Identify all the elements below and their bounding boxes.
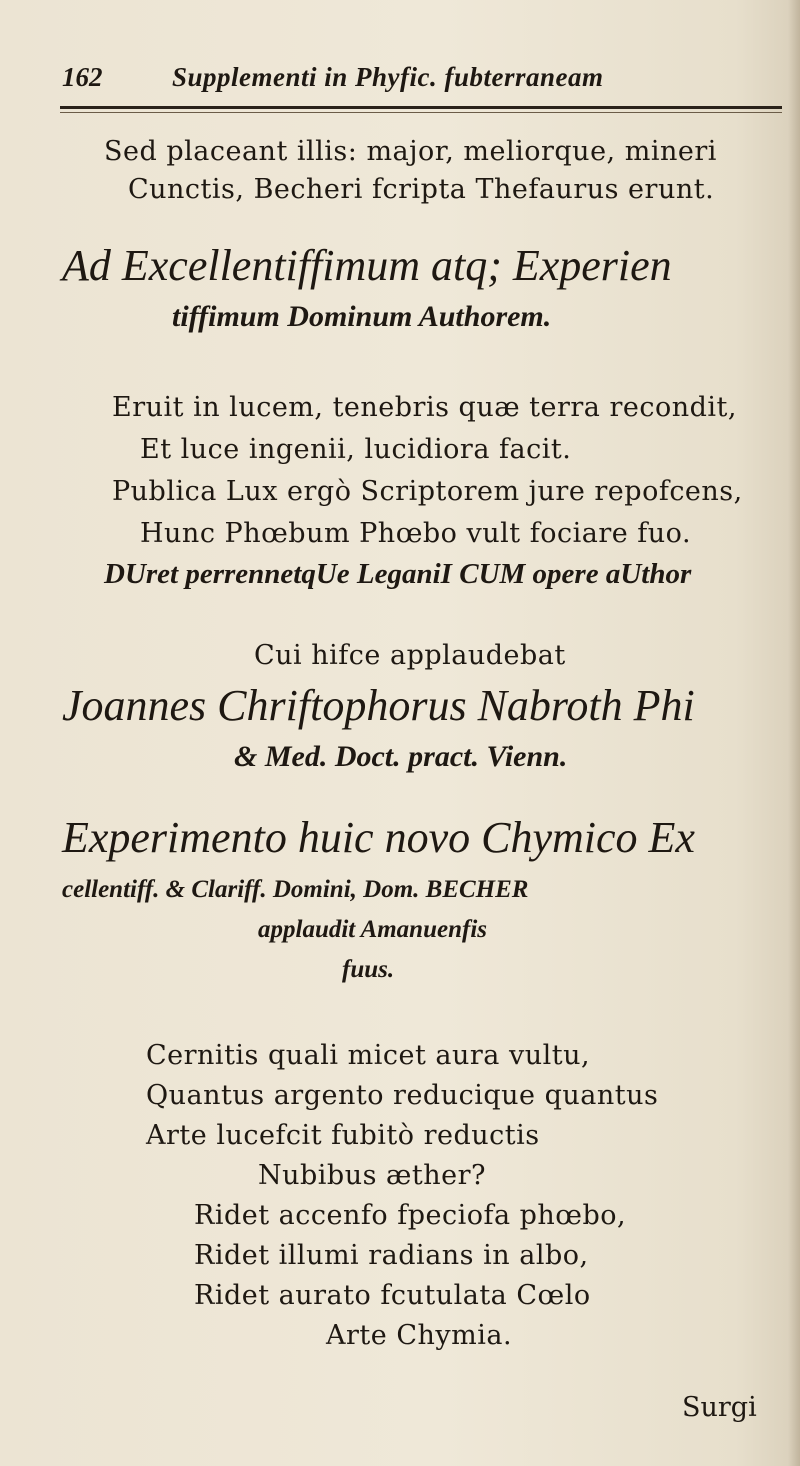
running-title: Supplementi in Phyfic. fubterraneam (172, 62, 604, 92)
experiment-heading: Experimento huic novo Chymico Ex (62, 813, 695, 862)
verse-line: Et luce ingenii, lucidiora facit. (140, 434, 572, 465)
dedication-heading-2: tiffimum Dominum Authorem. (172, 300, 552, 333)
poem-line: Cernitis quali micet aura vultu, (146, 1040, 591, 1071)
dedication-heading: Ad Excellentiffimum atq; Experien (62, 241, 672, 290)
poem-line: Quantus argento reducique quantus (146, 1080, 659, 1111)
verse-line: Eruit in lucem, tenebris quæ terra recondit, (112, 392, 737, 423)
poem-line: Ridet illumi radians in albo, (194, 1240, 589, 1271)
header-rule-thin (60, 112, 782, 113)
author-name: Joannes Chriftophorus Nabroth Phi (62, 681, 695, 730)
experiment-heading-2: cellentiff. & Clariff. Domini, Dom. BECHER (62, 876, 529, 903)
poem-line: Ridet accenfo fpeciofa phœbo, (194, 1200, 627, 1231)
poem-line: Nubibus æther? (258, 1160, 487, 1191)
text-line: Cunctis, Becheri fcripta Thefaurus erunt. (128, 174, 715, 205)
text-line: Sed placeant illis: major, meliorque, mineri (104, 136, 717, 167)
page-edge-shadow (788, 0, 800, 1466)
page-number: 162 (62, 62, 103, 92)
catchword: Surgi (682, 1392, 757, 1423)
poem-line: Ridet aurato fcutulata Cœlo (194, 1280, 591, 1311)
chronogram-line: DUret perrennetqUe LeganiI CUM opere aUthor (104, 558, 692, 590)
verse-line: Hunc Phœbum Phœbo vult fociare fuo. (140, 518, 692, 549)
applaud-intro: Cui hifce applaudebat (254, 640, 566, 671)
poem-line: Arte lucefcit fubitò reductis (146, 1120, 540, 1151)
poem-line: Arte Chymia. (326, 1320, 513, 1351)
verse-line: Publica Lux ergò Scriptorem jure repofcens, (112, 476, 743, 507)
experiment-heading-3: applaudit Amanuenfis (258, 916, 487, 943)
header-rule (60, 106, 782, 109)
experiment-heading-4: fuus. (342, 956, 395, 983)
author-title: & Med. Doct. pract. Vienn. (234, 740, 568, 773)
